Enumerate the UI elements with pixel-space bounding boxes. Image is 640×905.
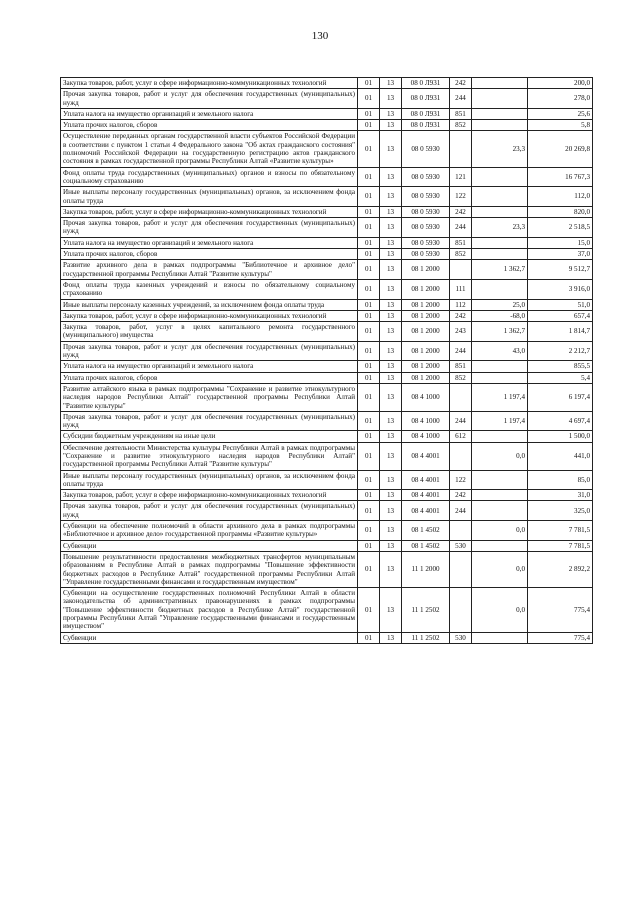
table-row [61,89,593,109]
row-name-cell: Закупка товаров, работ, услуг в сфере информационно-коммуникационных технологий [61,310,358,321]
table-row [61,588,593,632]
row-vr-cell: 244 [450,218,472,238]
row-name-cell: Субвенции на обеспечение полномочий в области архивного дела в рамках подпрограммы «Библиотечное и архивное дело» государственной программы «Развитие культуры» [61,521,358,541]
table-row [61,383,593,411]
row-csr-cell: 08 4 1000 [402,431,450,442]
row-csr-cell: 08 1 4502 [402,521,450,541]
row-name-cell: Уплата налога на имущество организаций и земельного налога [61,361,358,372]
row-razdel-cell: 13 [380,540,402,551]
budget-table [60,77,593,644]
row-razdel-cell: 13 [380,470,402,490]
row-name-cell: Уплата прочих налогов, сборов [61,249,358,260]
row-name-cell: Развитие архивного дела в рамках подпрограммы "Библиотечное и архивное дело" государственной программы Республики Алтай "Развитие культуры" [61,260,358,280]
row-vr-cell: 121 [450,167,472,187]
table-row [61,237,593,248]
row-razdel-cell: 13 [380,431,402,442]
row-razdel-cell: 13 [380,218,402,238]
row-ved-cell: 01 [358,341,380,361]
row-name-cell: Иные выплаты персоналу казенных учреждений, за исключением фонда оплаты труда [61,299,358,310]
row-vr-cell: 242 [450,78,472,89]
row-razdel-cell: 13 [380,249,402,260]
row-name-cell: Уплата прочих налогов, сборов [61,372,358,383]
row-razdel-cell: 13 [380,108,402,119]
row-ved-cell: 01 [358,78,380,89]
table-row [61,279,593,299]
row-change-cell [472,249,528,260]
row-vr-cell [450,588,472,632]
row-vr-cell: 244 [450,501,472,521]
row-total-cell: 3 916,0 [528,279,593,299]
row-vr-cell [450,521,472,541]
row-csr-cell: 08 0 Л931 [402,108,450,119]
row-razdel-cell: 13 [380,442,402,470]
row-name-cell: Субсидии бюджетным учреждениям на иные цели [61,431,358,442]
row-total-cell: 2 892,2 [528,551,593,587]
row-change-cell [472,78,528,89]
row-total-cell: 1 814,7 [528,322,593,342]
row-total-cell: 775,4 [528,588,593,632]
row-total-cell: 2 212,7 [528,341,593,361]
row-ved-cell: 01 [358,187,380,207]
table-row [61,551,593,587]
row-vr-cell: 530 [450,540,472,551]
row-total-cell: 85,0 [528,470,593,490]
table-row [61,167,593,187]
row-razdel-cell: 13 [380,501,402,521]
row-razdel-cell: 13 [380,490,402,501]
row-razdel-cell: 13 [380,78,402,89]
row-change-cell: 23,3 [472,131,528,167]
row-razdel-cell: 13 [380,120,402,131]
row-total-cell: 855,5 [528,361,593,372]
table-row [61,411,593,431]
row-name-cell: Субвенции [61,632,358,643]
table-row [61,187,593,207]
row-change-cell [472,431,528,442]
row-vr-cell: 242 [450,310,472,321]
row-csr-cell: 08 0 5930 [402,206,450,217]
row-total-cell: 775,4 [528,632,593,643]
row-csr-cell: 08 4 4001 [402,501,450,521]
row-change-cell: 0,0 [472,588,528,632]
row-razdel-cell: 13 [380,341,402,361]
row-total-cell: 2 518,5 [528,218,593,238]
table-row [61,108,593,119]
row-csr-cell: 08 4 1000 [402,383,450,411]
row-vr-cell [450,442,472,470]
row-name-cell: Уплата прочих налогов, сборов [61,120,358,131]
row-change-cell [472,279,528,299]
row-ved-cell: 01 [358,442,380,470]
row-ved-cell: 01 [358,260,380,280]
row-razdel-cell: 13 [380,372,402,383]
row-ved-cell: 01 [358,470,380,490]
row-csr-cell: 08 0 5930 [402,218,450,238]
row-change-cell: 1 197,4 [472,411,528,431]
row-change-cell [472,490,528,501]
row-razdel-cell: 13 [380,260,402,280]
row-total-cell: 657,4 [528,310,593,321]
row-ved-cell: 01 [358,361,380,372]
table-row [61,431,593,442]
row-ved-cell: 01 [358,322,380,342]
row-ved-cell: 01 [358,501,380,521]
row-change-cell [472,372,528,383]
row-csr-cell: 08 0 5930 [402,167,450,187]
table-row [61,131,593,167]
row-name-cell: Осуществление переданных органам государственной власти субъектов Российской Федерации в соответствии с пунктом 1 статьи 4 Федерального закона "Об актах гражданского состояния" полномочий Российской Федерации на государственную регистрацию актов гражданского состояния в рамках государственной программы Республики Алтай «Развитие культуры» [61,131,358,167]
row-vr-cell: 244 [450,341,472,361]
row-change-cell [472,361,528,372]
row-csr-cell: 08 1 2000 [402,260,450,280]
row-name-cell: Прочая закупка товаров, работ и услуг для обеспечения государственных (муниципальных) нужд [61,501,358,521]
row-razdel-cell: 13 [380,299,402,310]
row-csr-cell: 08 1 2000 [402,310,450,321]
table-row [61,120,593,131]
row-ved-cell: 01 [358,120,380,131]
table-row [61,361,593,372]
row-vr-cell: 852 [450,372,472,383]
row-csr-cell: 08 1 4502 [402,540,450,551]
row-change-cell [472,540,528,551]
row-change-cell [472,167,528,187]
table-row [61,341,593,361]
row-razdel-cell: 13 [380,383,402,411]
row-change-cell [472,501,528,521]
row-total-cell: 4 697,4 [528,411,593,431]
row-total-cell: 5,4 [528,372,593,383]
row-change-cell: 1 362,7 [472,322,528,342]
row-name-cell: Субвенции [61,540,358,551]
row-ved-cell: 01 [358,131,380,167]
row-change-cell: 25,0 [472,299,528,310]
row-csr-cell: 08 0 Л931 [402,89,450,109]
row-ved-cell: 01 [358,279,380,299]
row-ved-cell: 01 [358,431,380,442]
row-vr-cell: 851 [450,361,472,372]
row-ved-cell: 01 [358,490,380,501]
row-ved-cell: 01 [358,167,380,187]
row-change-cell [472,108,528,119]
table-row [61,521,593,541]
row-csr-cell: 08 1 2000 [402,299,450,310]
row-total-cell: 25,6 [528,108,593,119]
row-name-cell: Уплата налога на имущество организаций и земельного налога [61,237,358,248]
row-csr-cell: 08 0 5930 [402,249,450,260]
row-total-cell: 112,0 [528,187,593,207]
row-vr-cell: 112 [450,299,472,310]
table-row [61,490,593,501]
row-ved-cell: 01 [358,218,380,238]
row-name-cell: Закупка товаров, работ, услуг в сфере информационно-коммуникационных технологий [61,490,358,501]
table-row [61,310,593,321]
table-row [61,206,593,217]
row-vr-cell: 530 [450,632,472,643]
row-total-cell: 278,0 [528,89,593,109]
row-change-cell: 23,3 [472,218,528,238]
row-change-cell [472,89,528,109]
row-name-cell: Прочая закупка товаров, работ и услуг для обеспечения государственных (муниципальных) нужд [61,341,358,361]
row-change-cell [472,237,528,248]
row-ved-cell: 01 [358,588,380,632]
row-name-cell: Прочая закупка товаров, работ и услуг для обеспечения государственных (муниципальных) нужд [61,218,358,238]
row-vr-cell: 612 [450,431,472,442]
row-name-cell: Иные выплаты персоналу государственных (муниципальных) органов, за исключением фонда оплаты труда [61,187,358,207]
row-total-cell: 9 512,7 [528,260,593,280]
row-change-cell: -68,0 [472,310,528,321]
row-ved-cell: 01 [358,372,380,383]
row-razdel-cell: 13 [380,206,402,217]
row-csr-cell: 08 1 2000 [402,322,450,342]
row-vr-cell: 242 [450,490,472,501]
row-razdel-cell: 13 [380,279,402,299]
page-number: 130 [311,30,329,42]
row-vr-cell [450,260,472,280]
row-change-cell: 43,0 [472,341,528,361]
row-razdel-cell: 13 [380,167,402,187]
row-csr-cell: 08 1 2000 [402,279,450,299]
row-change-cell [472,206,528,217]
row-change-cell: 1 197,4 [472,383,528,411]
row-razdel-cell: 13 [380,131,402,167]
row-csr-cell: 08 1 2000 [402,361,450,372]
row-csr-cell: 08 0 5930 [402,187,450,207]
row-name-cell: Иные выплаты персоналу государственных (муниципальных) органов, за исключением фонда оплаты труда [61,470,358,490]
row-name-cell: Обеспечение деятельности Министерства культуры Республики Алтай в рамках подпрограммы "Сохранение и развитие этнокультурного наследия народов Республики Алтай" государственной программы Республики Алтай "Развитие культуры" [61,442,358,470]
table-row [61,322,593,342]
row-vr-cell [450,131,472,167]
row-change-cell: 0,0 [472,521,528,541]
row-csr-cell: 08 4 4001 [402,442,450,470]
table-row [61,470,593,490]
row-razdel-cell: 13 [380,411,402,431]
row-total-cell: 51,0 [528,299,593,310]
row-name-cell: Прочая закупка товаров, работ и услуг для обеспечения государственных (муниципальных) нужд [61,411,358,431]
row-csr-cell: 08 0 Л931 [402,120,450,131]
row-total-cell: 325,0 [528,501,593,521]
table-row [61,299,593,310]
row-change-cell: 0,0 [472,551,528,587]
row-csr-cell: 08 4 4001 [402,490,450,501]
row-name-cell: Субвенции на осуществление государственных полномочий Республики Алтай в области законодательства об административных правонарушениях в рамках подпрограммы "Повышение эффективности бюджетных расходов в Республике Алтай" государственной программы Республики Алтай "Управление государственными финансами и государственным имуществом" [61,588,358,632]
row-razdel-cell: 13 [380,187,402,207]
row-vr-cell: 852 [450,120,472,131]
row-vr-cell: 244 [450,89,472,109]
row-razdel-cell: 13 [380,322,402,342]
row-name-cell: Развитие алтайского языка в рамках подпрограммы "Сохранение и развитие этнокультурного наследия народов Республики Алтай" государственной программы Республики Алтай "Развитие культуры" [61,383,358,411]
row-total-cell: 6 197,4 [528,383,593,411]
row-change-cell [472,632,528,643]
row-razdel-cell: 13 [380,521,402,541]
row-csr-cell: 08 0 Л931 [402,78,450,89]
row-name-cell: Закупка товаров, работ, услуг в целях капитального ремонта государственного (муниципального) имущества [61,322,358,342]
row-change-cell [472,187,528,207]
row-name-cell: Уплата налога на имущество организаций и земельного налога [61,108,358,119]
table-row [61,78,593,89]
row-ved-cell: 01 [358,632,380,643]
row-total-cell: 37,0 [528,249,593,260]
row-vr-cell: 242 [450,206,472,217]
row-total-cell: 200,0 [528,78,593,89]
row-vr-cell: 111 [450,279,472,299]
row-ved-cell: 01 [358,108,380,119]
row-name-cell: Повышение результативности предоставления межбюджетных трансфертов муниципальным образованиям в Республике Алтай в рамках подпрограммы "Повышение эффективности бюджетных расходов в Республике Алтай" государственной программы Республики Алтай "Управление государственными финансами и государственным имуществом" [61,551,358,587]
row-vr-cell: 122 [450,470,472,490]
row-change-cell [472,470,528,490]
row-ved-cell: 01 [358,521,380,541]
row-vr-cell [450,383,472,411]
row-change-cell: 1 362,7 [472,260,528,280]
table-row [61,218,593,238]
table-body [61,78,593,644]
row-ved-cell: 01 [358,411,380,431]
row-razdel-cell: 13 [380,237,402,248]
row-vr-cell: 244 [450,411,472,431]
row-csr-cell: 08 4 4001 [402,470,450,490]
row-total-cell: 31,0 [528,490,593,501]
row-name-cell: Закупка товаров, работ, услуг в сфере информационно-коммуникационных технологий [61,206,358,217]
row-total-cell: 16 767,3 [528,167,593,187]
table-row [61,501,593,521]
row-ved-cell: 01 [358,249,380,260]
row-vr-cell: 852 [450,249,472,260]
row-csr-cell: 11 1 2000 [402,551,450,587]
row-ved-cell: 01 [358,540,380,551]
row-razdel-cell: 13 [380,632,402,643]
row-vr-cell: 122 [450,187,472,207]
row-total-cell: 7 781,5 [528,521,593,541]
row-csr-cell: 08 4 1000 [402,411,450,431]
row-csr-cell: 08 0 5930 [402,131,450,167]
row-total-cell: 1 500,0 [528,431,593,442]
table-row [61,540,593,551]
table-row [61,372,593,383]
row-name-cell: Прочая закупка товаров, работ и услуг для обеспечения государственных (муниципальных) нужд [61,89,358,109]
table-row [61,632,593,643]
row-ved-cell: 01 [358,551,380,587]
row-razdel-cell: 13 [380,361,402,372]
row-ved-cell: 01 [358,383,380,411]
row-ved-cell: 01 [358,89,380,109]
row-name-cell: Фонд оплаты труда государственных (муниципальных) органов и взносы по обязательному социальному страхованию [61,167,358,187]
row-vr-cell: 243 [450,322,472,342]
row-csr-cell: 08 1 2000 [402,372,450,383]
row-total-cell: 5,8 [528,120,593,131]
row-ved-cell: 01 [358,237,380,248]
row-total-cell: 7 781,5 [528,540,593,551]
row-ved-cell: 01 [358,299,380,310]
row-csr-cell: 11 1 2502 [402,588,450,632]
table-row [61,249,593,260]
row-csr-cell: 08 1 2000 [402,341,450,361]
row-total-cell: 15,0 [528,237,593,248]
row-ved-cell: 01 [358,206,380,217]
row-total-cell: 441,0 [528,442,593,470]
table-row [61,260,593,280]
row-ved-cell: 01 [358,310,380,321]
row-razdel-cell: 13 [380,89,402,109]
row-razdel-cell: 13 [380,551,402,587]
row-csr-cell: 08 0 5930 [402,237,450,248]
row-change-cell [472,120,528,131]
row-total-cell: 20 269,8 [528,131,593,167]
row-csr-cell: 11 1 2502 [402,632,450,643]
row-name-cell: Фонд оплаты труда казенных учреждений и взносы по обязательному социальному страхованию [61,279,358,299]
row-total-cell: 820,0 [528,206,593,217]
row-razdel-cell: 13 [380,588,402,632]
table-row [61,442,593,470]
row-razdel-cell: 13 [380,310,402,321]
row-change-cell: 0,0 [472,442,528,470]
row-name-cell: Закупка товаров, работ, услуг в сфере информационно-коммуникационных технологий [61,78,358,89]
row-vr-cell [450,551,472,587]
row-vr-cell: 851 [450,108,472,119]
row-vr-cell: 851 [450,237,472,248]
